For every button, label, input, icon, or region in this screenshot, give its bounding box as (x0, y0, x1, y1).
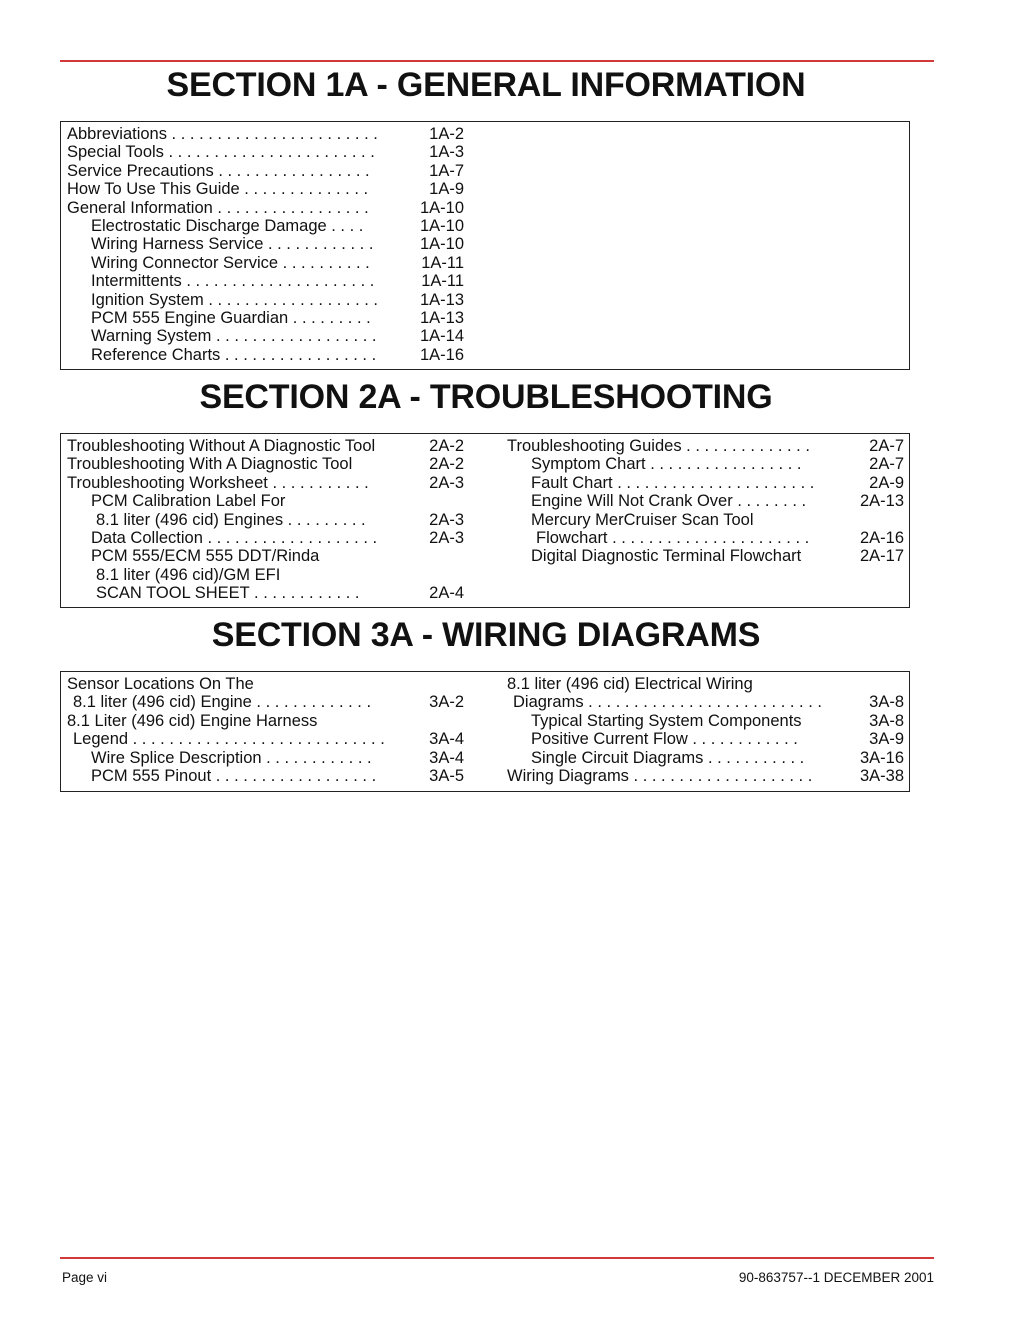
section-2a-toc (60, 433, 910, 608)
toc-entry[interactable] (67, 143, 464, 161)
toc-entry-page: 3A-5 (429, 766, 464, 785)
toc-entry[interactable] (67, 693, 464, 711)
toc-entry-page: 3A-16 (859, 748, 904, 767)
toc-entry-page: 2A-2 (429, 455, 464, 474)
toc-entry-page: 2A-13 (859, 492, 904, 511)
toc-column-right (507, 437, 904, 566)
toc-entry-label: 8.1 liter (496 cid) Engine . . . . . . . . . . . . . (73, 693, 372, 712)
toc-entry-label: Digital Diagnostic Terminal Flowchart (531, 547, 802, 566)
toc-entry[interactable] (67, 584, 464, 602)
section-3a-title: SECTION 3A - WIRING DIAGRAMS (211, 616, 761, 654)
toc-entry[interactable] (67, 749, 464, 767)
toc-entry[interactable] (507, 511, 904, 529)
toc-entry-page: 3A-4 (429, 748, 464, 767)
toc-entry-label: 8.1 liter (496 cid)/GM EFI (96, 565, 281, 584)
toc-entry-label: Sensor Locations On The (67, 675, 254, 693)
toc-entry[interactable] (67, 199, 464, 217)
toc-entry[interactable] (507, 474, 904, 492)
toc-entry-page: 2A-7 (869, 455, 904, 474)
toc-entry-page: 1A-10 (419, 216, 464, 235)
toc-entry-label: 8.1 liter (496 cid) Engines . . . . . . . . . (96, 510, 366, 529)
toc-entry[interactable] (507, 455, 904, 473)
toc-entry-page: 2A-17 (859, 547, 904, 566)
toc-entry-page: 1A-11 (421, 253, 464, 272)
toc-entry-label: 8.1 Liter (496 cid) Engine Harness (67, 711, 318, 730)
toc-entry[interactable] (67, 346, 464, 364)
toc-entry[interactable] (67, 730, 464, 748)
toc-entry[interactable] (67, 511, 464, 529)
toc-entry[interactable] (67, 712, 464, 730)
toc-entry[interactable] (67, 437, 464, 455)
toc-entry-label: Engine Will Not Crank Over . . . . . . . . (531, 492, 807, 511)
toc-entry-label: Diagrams . . . . . . . . . . . . . . . . . . . . . . . . . . (513, 693, 822, 712)
toc-entry[interactable] (507, 712, 904, 730)
toc-entry-label: Troubleshooting With A Diagnostic Tool (67, 455, 353, 474)
toc-entry-label: Legend . . . . . . . . . . . . . . . . . . . . . . . . . . . . (73, 730, 385, 749)
toc-entry[interactable] (507, 529, 904, 547)
toc-entry[interactable] (507, 693, 904, 711)
section-1a-toc (60, 121, 910, 370)
toc-entry[interactable] (67, 547, 464, 565)
toc-entry-label: 8.1 liter (496 cid) Electrical Wiring (507, 675, 753, 693)
toc-entry-label: Wire Splice Description . . . . . . . . . . . . (91, 748, 372, 767)
toc-entry-label: SCAN TOOL SHEET . . . . . . . . . . . . (96, 584, 360, 603)
toc-entry[interactable] (67, 767, 464, 785)
footer-doc-id: 90-863757--1 DECEMBER 2001 (738, 1270, 934, 1285)
toc-entry[interactable] (67, 235, 464, 253)
toc-entry-page: 2A-3 (429, 510, 464, 529)
toc-entry[interactable] (507, 749, 904, 767)
toc-entry-page: 3A-8 (869, 711, 904, 730)
toc-entry-page: 1A-7 (429, 161, 464, 180)
toc-entry-label: PCM Calibration Label For (91, 492, 286, 511)
toc-column-left (67, 437, 464, 603)
top-rule (60, 60, 934, 62)
toc-entry[interactable] (507, 547, 904, 565)
toc-entry[interactable] (67, 474, 464, 492)
toc-entry-page: 1A-13 (419, 290, 464, 309)
toc-entry[interactable] (67, 162, 464, 180)
toc-entry-label: Intermittents . . . . . . . . . . . . . . . . . . . . . (91, 272, 375, 291)
toc-entry-page: 2A-2 (429, 437, 464, 455)
toc-entry-label: Troubleshooting Without A Diagnostic Tool (67, 437, 376, 455)
toc-entry-label: Single Circuit Diagrams . . . . . . . . . . . (531, 748, 805, 767)
toc-entry-label: Troubleshooting Guides . . . . . . . . . . . . . . (507, 437, 810, 455)
toc-entry-page: 2A-16 (859, 528, 904, 547)
toc-entry[interactable] (67, 180, 464, 198)
toc-entry-label: General Information . . . . . . . . . . . . . . . . . (67, 198, 369, 217)
toc-entry[interactable] (507, 767, 904, 785)
toc-entry-label: How To Use This Guide . . . . . . . . . . . . . . (67, 180, 369, 199)
toc-entry-label: Wiring Harness Service . . . . . . . . . . . . (91, 235, 374, 254)
section-1a-title: SECTION 1A - GENERAL INFORMATION (166, 66, 806, 104)
toc-entry-label: Warning System . . . . . . . . . . . . . . . . . . (91, 327, 377, 346)
toc-entry-page: 1A-10 (419, 198, 464, 217)
toc-entry-page: 3A-38 (859, 766, 904, 785)
toc-entry-label: PCM 555 Engine Guardian . . . . . . . . . (91, 308, 371, 327)
toc-column-left (67, 125, 464, 364)
toc-entry-page: 2A-7 (869, 437, 904, 455)
toc-entry-label: Reference Charts . . . . . . . . . . . . . . . . . (91, 345, 377, 364)
toc-entry-label: PCM 555/ECM 555 DDT/Rinda (91, 547, 320, 566)
toc-entry-page: 2A-3 (429, 473, 464, 492)
toc-entry-page: 1A-9 (429, 180, 464, 199)
toc-entry-page: 3A-4 (429, 730, 464, 749)
toc-entry-page: 2A-4 (429, 584, 464, 603)
toc-entry-page: 2A-3 (429, 528, 464, 547)
toc-column-right (507, 675, 904, 785)
section-3a-toc (60, 671, 910, 792)
toc-entry[interactable] (67, 529, 464, 547)
toc-entry[interactable] (67, 291, 464, 309)
toc-entry[interactable] (507, 437, 904, 455)
toc-entry[interactable] (507, 492, 904, 510)
toc-entry[interactable] (507, 730, 904, 748)
toc-entry-label: Wiring Diagrams . . . . . . . . . . . . . . . . . . . . (507, 766, 813, 785)
toc-entry[interactable] (67, 272, 464, 290)
toc-entry-label: Flowchart . . . . . . . . . . . . . . . . . . . . . . (536, 528, 810, 547)
toc-entry[interactable] (67, 492, 464, 510)
toc-entry-label: PCM 555 Pinout . . . . . . . . . . . . . . . . . . (91, 766, 377, 785)
footer-page-number: Page vi (62, 1270, 108, 1285)
toc-entry-label: Electrostatic Discharge Damage . . . . (91, 216, 364, 235)
toc-entry-label: Symptom Chart . . . . . . . . . . . . . . . . . (531, 455, 802, 474)
toc-entry[interactable] (67, 254, 464, 272)
toc-entry-page: 2A-9 (869, 473, 904, 492)
toc-entry-label: Fault Chart . . . . . . . . . . . . . . . . . . . . . . (531, 473, 815, 492)
toc-entry-page: 3A-9 (869, 730, 904, 749)
toc-entry-page: 1A-2 (429, 125, 464, 143)
toc-entry[interactable] (67, 217, 464, 235)
toc-entry-page: 1A-13 (419, 308, 464, 327)
toc-entry-page: 1A-11 (421, 272, 464, 291)
toc-entry[interactable] (67, 327, 464, 345)
section-2a-title: SECTION 2A - TROUBLESHOOTING (199, 378, 773, 416)
toc-entry-page: 1A-16 (419, 345, 464, 364)
toc-entry-label: Positive Current Flow . . . . . . . . . . . . (531, 730, 798, 749)
toc-entry[interactable] (67, 566, 464, 584)
toc-entry-page: 3A-2 (429, 693, 464, 712)
toc-entry-label: Service Precautions . . . . . . . . . . . . . . . . . (67, 161, 370, 180)
toc-entry-label: Ignition System . . . . . . . . . . . . . . . . . . . (91, 290, 379, 309)
toc-entry[interactable] (67, 309, 464, 327)
bottom-rule (60, 1257, 934, 1259)
toc-entry-label: Wiring Connector Service . . . . . . . . . . (91, 253, 370, 272)
toc-entry-page: 1A-14 (419, 327, 464, 346)
toc-entry-label: Troubleshooting Worksheet . . . . . . . . . . . (67, 473, 369, 492)
toc-entry[interactable] (67, 125, 464, 143)
toc-entry-page: 1A-3 (429, 143, 464, 162)
toc-entry-label: Typical Starting System Components (531, 711, 802, 730)
toc-entry-page: 3A-8 (869, 693, 904, 712)
toc-entry-label: Mercury MerCruiser Scan Tool (531, 510, 754, 529)
toc-entry[interactable] (507, 675, 904, 693)
toc-entry-label: Data Collection . . . . . . . . . . . . . . . . . . . (91, 528, 378, 547)
toc-entry-label: Abbreviations . . . . . . . . . . . . . . . . . . . . . . . (67, 125, 378, 143)
toc-column-left (67, 675, 464, 785)
toc-entry-page: 1A-10 (419, 235, 464, 254)
toc-entry[interactable] (67, 675, 464, 693)
toc-entry[interactable] (67, 455, 464, 473)
toc-entry-label: Special Tools . . . . . . . . . . . . . . . . . . . . . . . (67, 143, 375, 162)
